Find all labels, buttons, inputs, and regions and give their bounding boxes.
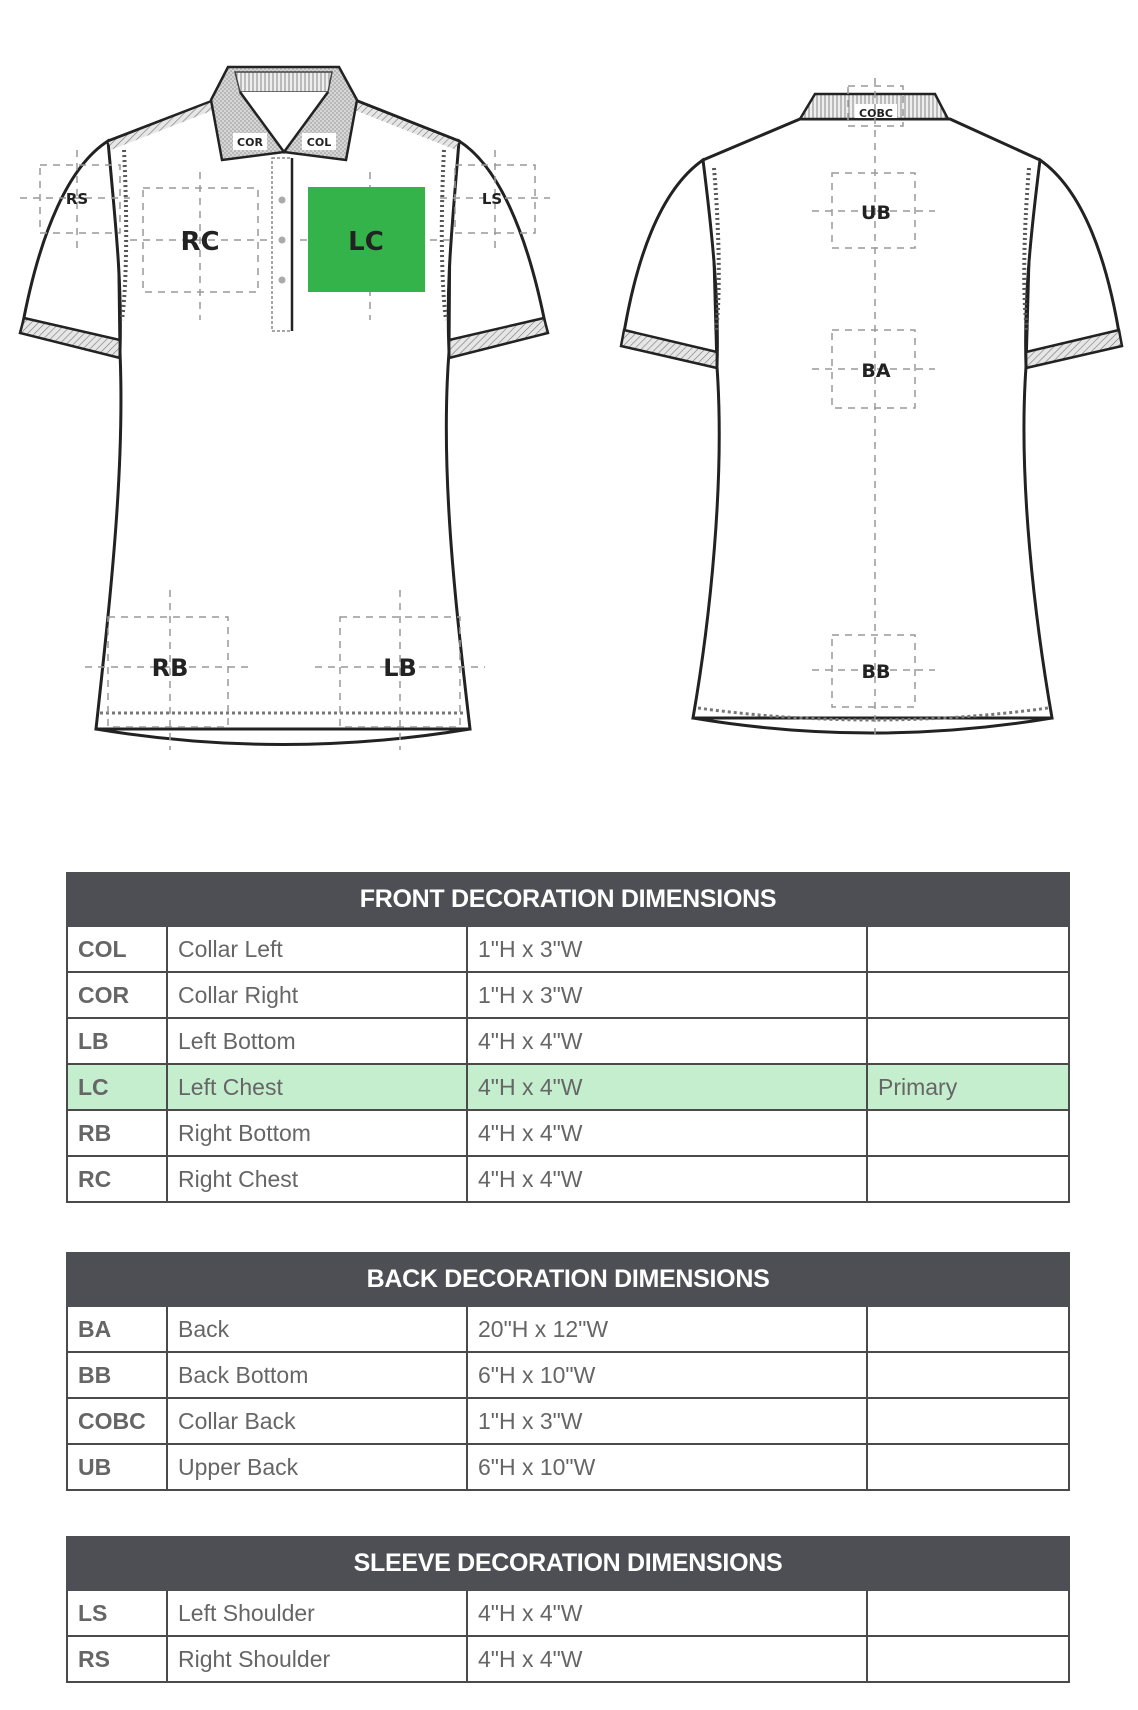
back-table-title: BACK DECORATION DIMENSIONS	[67, 1253, 1069, 1306]
table-row	[67, 1110, 1069, 1156]
row-size: 4"H x 4"W	[467, 1590, 867, 1636]
table-row-primary	[67, 1064, 1069, 1110]
row-name: Back Bottom	[167, 1352, 467, 1398]
row-size: 4"H x 4"W	[467, 1018, 867, 1064]
row-code: COL	[67, 926, 167, 972]
row-name: Right Shoulder	[167, 1636, 467, 1682]
table-row	[67, 1018, 1069, 1064]
zone-label-cobc: COBC	[859, 107, 893, 120]
row-size: 1"H x 3"W	[467, 1398, 867, 1444]
zone-label-rs: RS	[65, 190, 89, 208]
row-name: Left Chest	[167, 1064, 467, 1110]
table-row	[67, 1636, 1069, 1682]
row-size: 6"H x 10"W	[467, 1352, 867, 1398]
row-code: LC	[67, 1064, 167, 1110]
zone-label-lc: LC	[348, 227, 384, 257]
table-row	[67, 1444, 1069, 1490]
row-note	[867, 1352, 1069, 1398]
table-row	[67, 972, 1069, 1018]
table-row	[67, 1352, 1069, 1398]
row-name: Back	[167, 1306, 467, 1352]
zone-label-cor: COR	[237, 136, 263, 149]
row-name: Collar Left	[167, 926, 467, 972]
row-note	[867, 1636, 1069, 1682]
row-code: BB	[67, 1352, 167, 1398]
zone-label-lb: LB	[383, 654, 417, 682]
front-table-title: FRONT DECORATION DIMENSIONS	[67, 873, 1069, 926]
row-code: COBC	[67, 1398, 167, 1444]
row-note	[867, 1110, 1069, 1156]
table-row	[67, 1590, 1069, 1636]
row-code: COR	[67, 972, 167, 1018]
table-row	[67, 926, 1069, 972]
sleeve-decoration-table	[66, 1536, 1070, 1683]
row-note	[867, 972, 1069, 1018]
zone-label-ub: UB	[861, 202, 891, 224]
row-code: LS	[67, 1590, 167, 1636]
zone-label-rb: RB	[151, 654, 189, 682]
row-code: RS	[67, 1636, 167, 1682]
row-note	[867, 1018, 1069, 1064]
row-size: 4"H x 4"W	[467, 1636, 867, 1682]
row-code: LB	[67, 1018, 167, 1064]
row-name: Collar Right	[167, 972, 467, 1018]
row-size: 4"H x 4"W	[467, 1064, 867, 1110]
back-shirt	[621, 78, 1122, 740]
row-name: Left Bottom	[167, 1018, 467, 1064]
row-size: 1"H x 3"W	[467, 926, 867, 972]
table-row	[67, 1306, 1069, 1352]
zone-label-ba: BA	[861, 360, 891, 382]
sleeve-table-title: SLEEVE DECORATION DIMENSIONS	[67, 1537, 1069, 1590]
front-decoration-table	[66, 872, 1070, 1203]
row-note	[867, 1590, 1069, 1636]
zone-label-rc: RC	[180, 227, 220, 257]
row-size: 6"H x 10"W	[467, 1444, 867, 1490]
zone-label-ls: LS	[481, 190, 503, 208]
row-note	[867, 1444, 1069, 1490]
row-size: 1"H x 3"W	[467, 972, 867, 1018]
zone-label-col: COL	[306, 136, 332, 149]
back-decoration-table	[66, 1252, 1070, 1491]
row-size: 20"H x 12"W	[467, 1306, 867, 1352]
row-size: 4"H x 4"W	[467, 1156, 867, 1202]
primary-badge: Primary	[867, 1064, 1069, 1110]
row-size: 4"H x 4"W	[467, 1110, 867, 1156]
front-shirt	[20, 67, 550, 750]
row-code: RC	[67, 1156, 167, 1202]
zone-label-bb: BB	[861, 661, 891, 683]
row-code: UB	[67, 1444, 167, 1490]
row-name: Right Chest	[167, 1156, 467, 1202]
row-name: Upper Back	[167, 1444, 467, 1490]
row-code: RB	[67, 1110, 167, 1156]
row-note	[867, 1398, 1069, 1444]
row-name: Left Shoulder	[167, 1590, 467, 1636]
table-row	[67, 1156, 1069, 1202]
row-name: Collar Back	[167, 1398, 467, 1444]
row-note	[867, 1306, 1069, 1352]
decoration-location-illustration	[0, 0, 1138, 820]
row-note	[867, 926, 1069, 972]
row-name: Right Bottom	[167, 1110, 467, 1156]
row-code: BA	[67, 1306, 167, 1352]
table-row	[67, 1398, 1069, 1444]
row-note	[867, 1156, 1069, 1202]
